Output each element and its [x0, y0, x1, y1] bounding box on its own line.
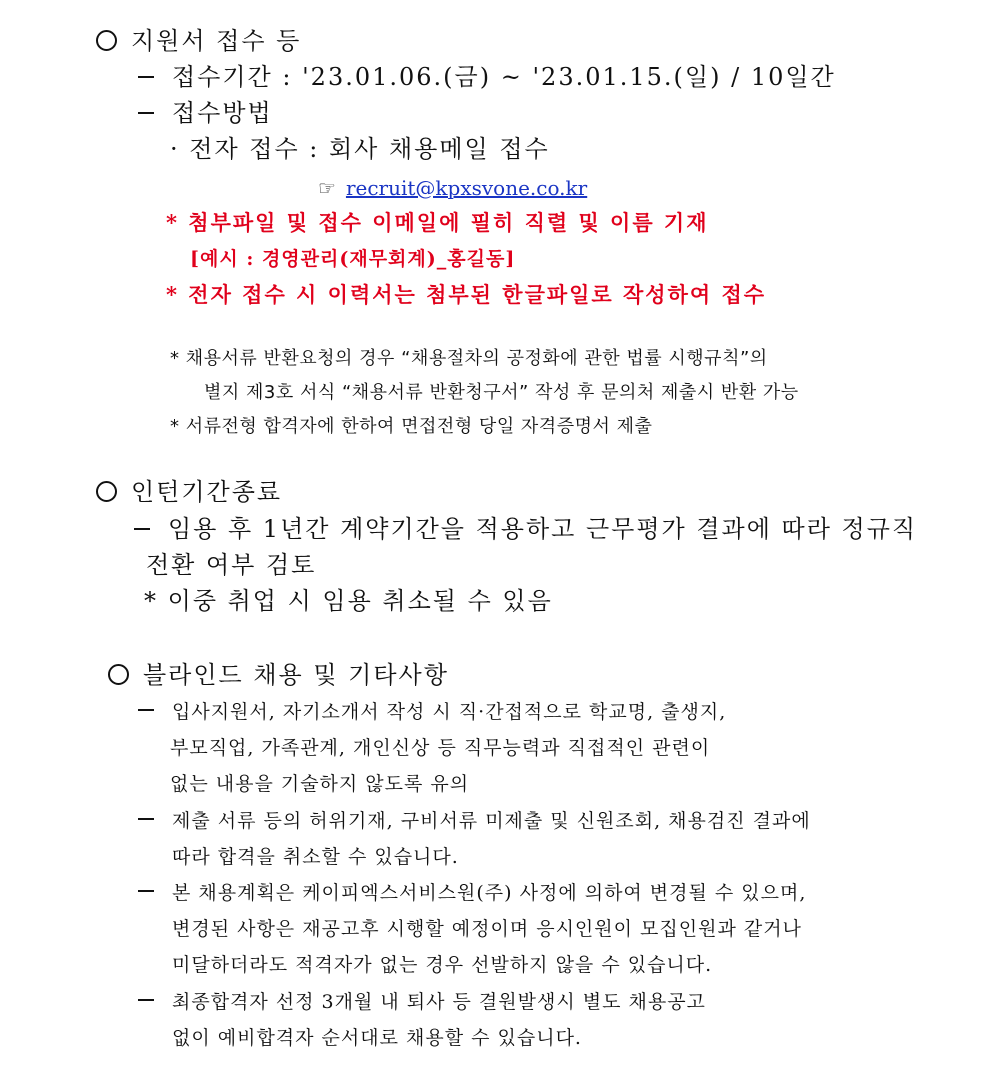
- notice-resume: * 전자 접수 시 이력서는 첨부된 한글파일로 작성하여 접수: [166, 282, 767, 307]
- note-return-line1: * 채용서류 반환요청의 경우 “채용절차의 공정화에 관한 법률 시행규칙”의: [170, 348, 768, 369]
- dash-bullet-icon: [138, 76, 154, 78]
- circle-bullet-icon: [96, 30, 117, 51]
- section2-heading: [96, 477, 282, 507]
- dash-bullet-icon: [138, 890, 154, 892]
- section2-item-line1: 임용 후 1년간 계약기간을 적용하고 근무평가 결과에 따라 정규직: [168, 515, 918, 543]
- dash-bullet-icon: [134, 528, 150, 530]
- circle-bullet-icon: [108, 664, 129, 685]
- section2-title: 인턴기간종료: [131, 478, 283, 506]
- section3-title: 블라인드 채용 및 기타사항: [143, 661, 449, 689]
- section3-item3: [138, 878, 806, 908]
- section3-item4: [138, 987, 706, 1017]
- item2-line1: 제출 서류 등의 허위기재, 구비서류 미제출 및 신원조회, 채용검진 결과에: [172, 810, 811, 832]
- period-text: 접수기간 : '23.01.06.(금) ~ '23.01.15.(일) / 10일간: [172, 63, 836, 91]
- email-line: [318, 172, 587, 203]
- item1-line1: 입사지원서, 자기소개서 작성 시 직·간접적으로 학교명, 출생지,: [172, 701, 727, 723]
- item2-line2: 따라 합격을 취소할 수 있습니다.: [172, 846, 459, 868]
- section3-heading: [108, 660, 449, 690]
- section3-item1: [138, 697, 726, 727]
- section2-note: * 이중 취업 시 임용 취소될 수 있음: [144, 587, 553, 615]
- notice-example: [예시 : 경영관리(재무회계)_홍길동]: [190, 248, 516, 270]
- email-link[interactable]: recruit@kpxsvone.co.kr: [345, 176, 588, 200]
- item4-line2: 없이 예비합격자 순서대로 채용할 수 있습니다.: [172, 1027, 582, 1049]
- item1-line3: 없는 내용을 기술하지 않도록 유의: [170, 773, 470, 795]
- section3-item2: [138, 806, 811, 836]
- item3-line2: 변경된 사항은 재공고후 시행할 예정이며 응시인원이 모집인원과 같거나: [172, 918, 802, 940]
- dash-bullet-icon: [138, 112, 154, 114]
- section2-item-line2: 전환 여부 검토: [146, 551, 317, 579]
- note-certificate: * 서류전형 합격자에 한하여 면접전형 당일 자격증명서 제출: [170, 416, 653, 437]
- section1-heading: [96, 26, 301, 56]
- dash-bullet-icon: [138, 999, 154, 1001]
- pointing-hand-icon: ☞: [318, 176, 336, 200]
- note-return-line2: 별지 제3호 서식 “채용서류 반환청구서” 작성 후 문의처 제출시 반환 가능: [204, 382, 799, 403]
- item3-line1: 본 채용계획은 케이피엑스서비스원(주) 사정에 의하여 변경될 수 있으며,: [172, 882, 807, 904]
- section2-item: [134, 514, 917, 544]
- item4-line1: 최종합격자 선정 3개월 내 퇴사 등 결원발생시 별도 채용공고: [172, 991, 706, 1013]
- item1-line2: 부모직업, 가족관계, 개인신상 등 직무능력과 직접적인 관련이: [170, 737, 711, 759]
- section1-period: [138, 62, 836, 92]
- section1-title: 지원서 접수 등: [131, 27, 302, 55]
- section1-method: [138, 98, 273, 128]
- dash-bullet-icon: [138, 818, 154, 820]
- dash-bullet-icon: [138, 709, 154, 711]
- notice-attachment: * 첨부파일 및 접수 이메일에 필히 직렬 및 이름 기재: [166, 210, 709, 235]
- item3-line3: 미달하더라도 적격자가 없는 경우 선발하지 않을 수 있습니다.: [172, 954, 713, 976]
- electronic-submission: · 전자 접수 : 회사 채용메일 접수: [170, 135, 550, 163]
- method-heading: 접수방법: [172, 99, 273, 127]
- circle-bullet-icon: [96, 481, 117, 502]
